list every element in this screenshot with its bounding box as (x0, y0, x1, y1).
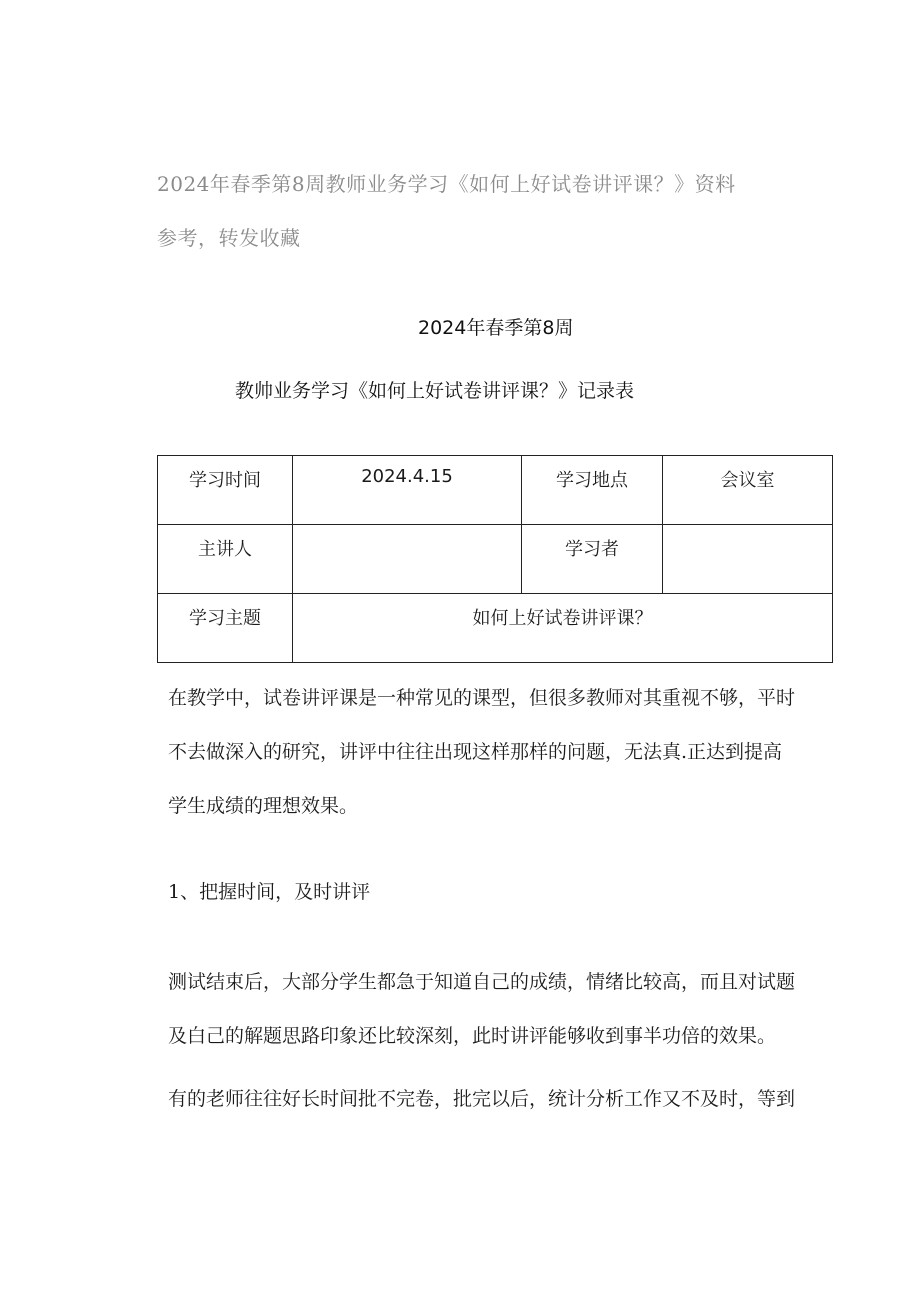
study-topic-value: 如何上好试卷讲评课？ (293, 594, 833, 663)
study-time-label: 学习时间 (158, 456, 293, 525)
intro-line-3: 学生成绩的理想效果。 (168, 795, 359, 817)
intro-line-1: 在教学中，试卷讲评课是一种常见的课型，但很多教师对其重视不够，平时 (168, 687, 796, 709)
study-location-value: 会议室 (663, 456, 833, 525)
learners-label: 学习者 (522, 525, 663, 594)
study-location-label: 学习地点 (522, 456, 663, 525)
header-line-2: 参考，转发收藏 (157, 226, 301, 250)
document-title-main: 教帅业务学习《如何上好试卷讲评课？》记录表 (235, 380, 635, 402)
section-heading: 1、把握时间，及时讲评 (168, 881, 371, 903)
table-row (158, 594, 833, 663)
learners-value (663, 525, 833, 594)
study-time-value: 2024.4.15 (293, 456, 522, 525)
study-topic-label: 学习主题 (158, 594, 293, 663)
speaker-label: 主讲人 (158, 525, 293, 594)
table-row (158, 456, 833, 525)
intro-line-2: 不去做深入的研究，讲评中往往出现这样那样的问题，无法真.正达到提高 (168, 741, 783, 763)
section-para2-line-1: 有的老师往往好长时间批不完卷，批完以后，统计分析工作又不及时，等到 (168, 1088, 796, 1110)
record-table (157, 455, 833, 663)
section-para1-line-1: 测试结束后，大部分学生都急于知道自己的成绩，情绪比较高，而且对试题 (168, 971, 796, 993)
header-line-1: 2024年春季第8周教师业务学习《如何上好试卷讲评课？》资料 (157, 172, 736, 196)
document-title-week: 2024年春季第8周 (418, 317, 574, 339)
speaker-value (293, 525, 522, 594)
table-row (158, 525, 833, 594)
section-para1-line-2: 及白己的解题思路印象还比较深刻，此时讲评能够收到事半功倍的效果。 (168, 1025, 777, 1047)
